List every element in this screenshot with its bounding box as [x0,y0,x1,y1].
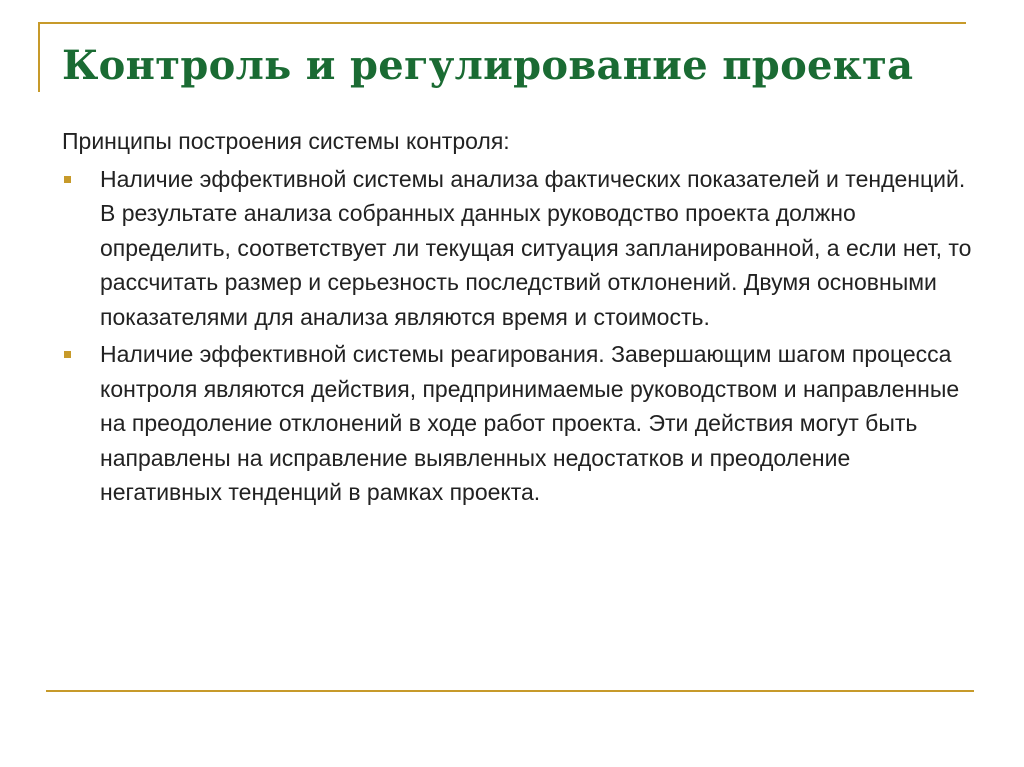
bullet-item [62,337,977,510]
frame-top-line [38,22,966,24]
bullet-text: Наличие эффективной системы анализа фактических показателей и тенденций. В результате анализа собранных данных руководство проекта должно определить, соответствует ли текущая ситуация запланированной, а если нет, то рассчитать размер и серьезность последствий отклонений. Двумя основными показателями для анализа являются время и стоимость. [100,165,972,330]
frame-bottom-line [46,690,974,692]
intro-text: Принципы построения системы контроля: [62,128,510,154]
bullet-list [62,162,977,510]
slide-content [62,124,977,513]
bullet-item [62,162,977,335]
square-bullet-icon [64,351,71,358]
slide-title: Контроль и регулирование проекта [62,42,914,89]
frame-left-line [38,22,40,92]
bullet-text: Наличие эффективной системы реагирования. Завершающим шагом процесса контроля являются действия, предпринимаемые руководством и направленные на преодоление отклонений в ходе работ проекта. Эти действия могут быть направлены на исправление выявленных недостатков и преодоление негативных тенденций в рамках проекта. [100,341,960,505]
square-bullet-icon [64,176,71,183]
